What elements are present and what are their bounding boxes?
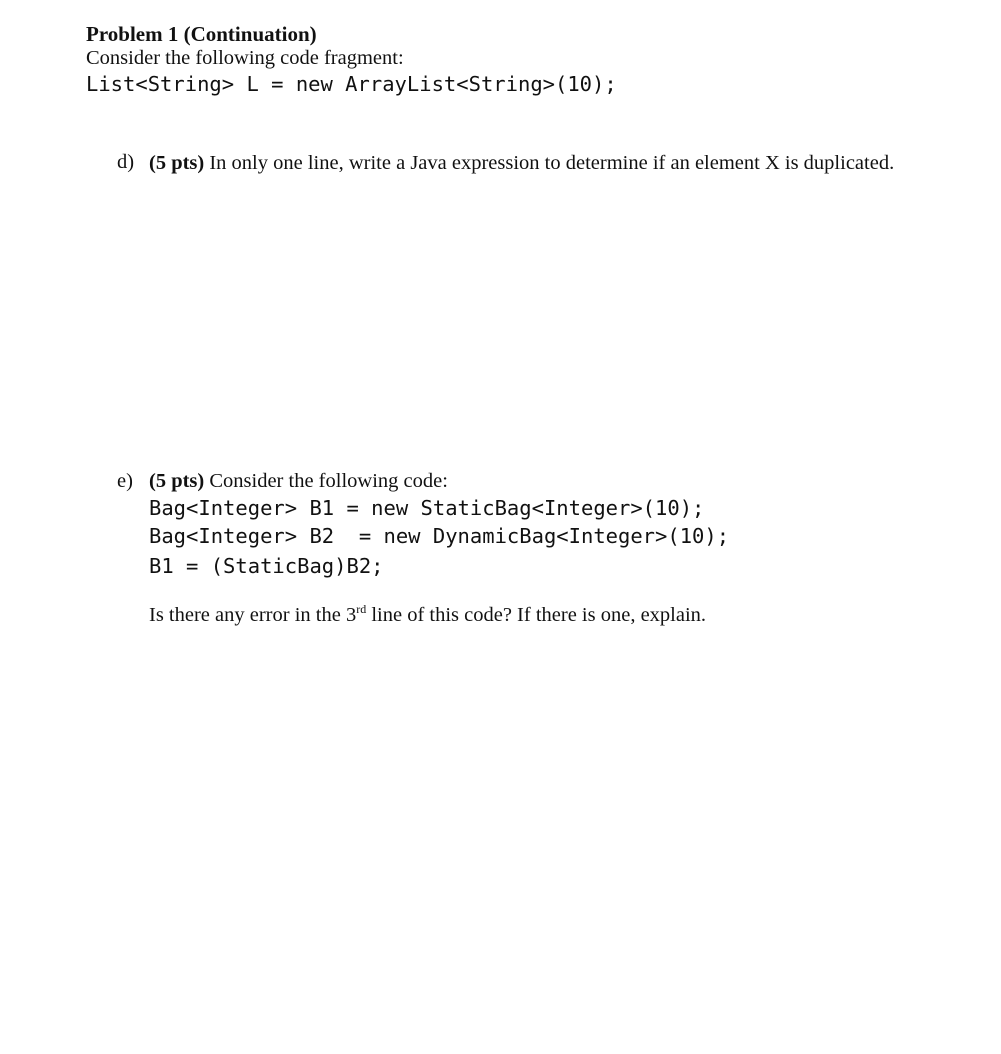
part-d-text: In only one line, write a Java expression to determine if an element X is duplicated. xyxy=(209,152,895,174)
part-e-text: Consider the following code: xyxy=(209,470,448,492)
part-e-question-end: line of this code? If there is one, explain. xyxy=(366,604,707,626)
part-e-intro xyxy=(149,470,448,493)
part-e-code-line-3: B1 = (StaticBag)B2; xyxy=(149,554,384,578)
part-e-points: (5 pts) xyxy=(149,470,205,492)
part-e-code-line-1: Bag<Integer> B1 = new StaticBag<Integer>(10); xyxy=(149,496,705,520)
part-e-question-superscript: rd xyxy=(356,602,367,617)
part-d-question xyxy=(149,151,921,175)
part-e-letter: e) xyxy=(117,470,133,492)
problem-title: Problem 1 (Continuation) xyxy=(86,22,317,46)
code-fragment: List<String> L = new ArrayList<String>(10); xyxy=(86,72,617,96)
part-d-letter: d) xyxy=(117,151,135,173)
part-e-question-start: Is there any error in the 3 xyxy=(149,604,357,626)
part-e-question xyxy=(149,604,706,627)
part-e-code-line-2: Bag<Integer> B2 = new DynamicBag<Integer>(10); xyxy=(149,524,730,548)
problem-intro: Consider the following code fragment: xyxy=(86,47,404,69)
part-d-points: (5 pts) xyxy=(149,152,205,174)
